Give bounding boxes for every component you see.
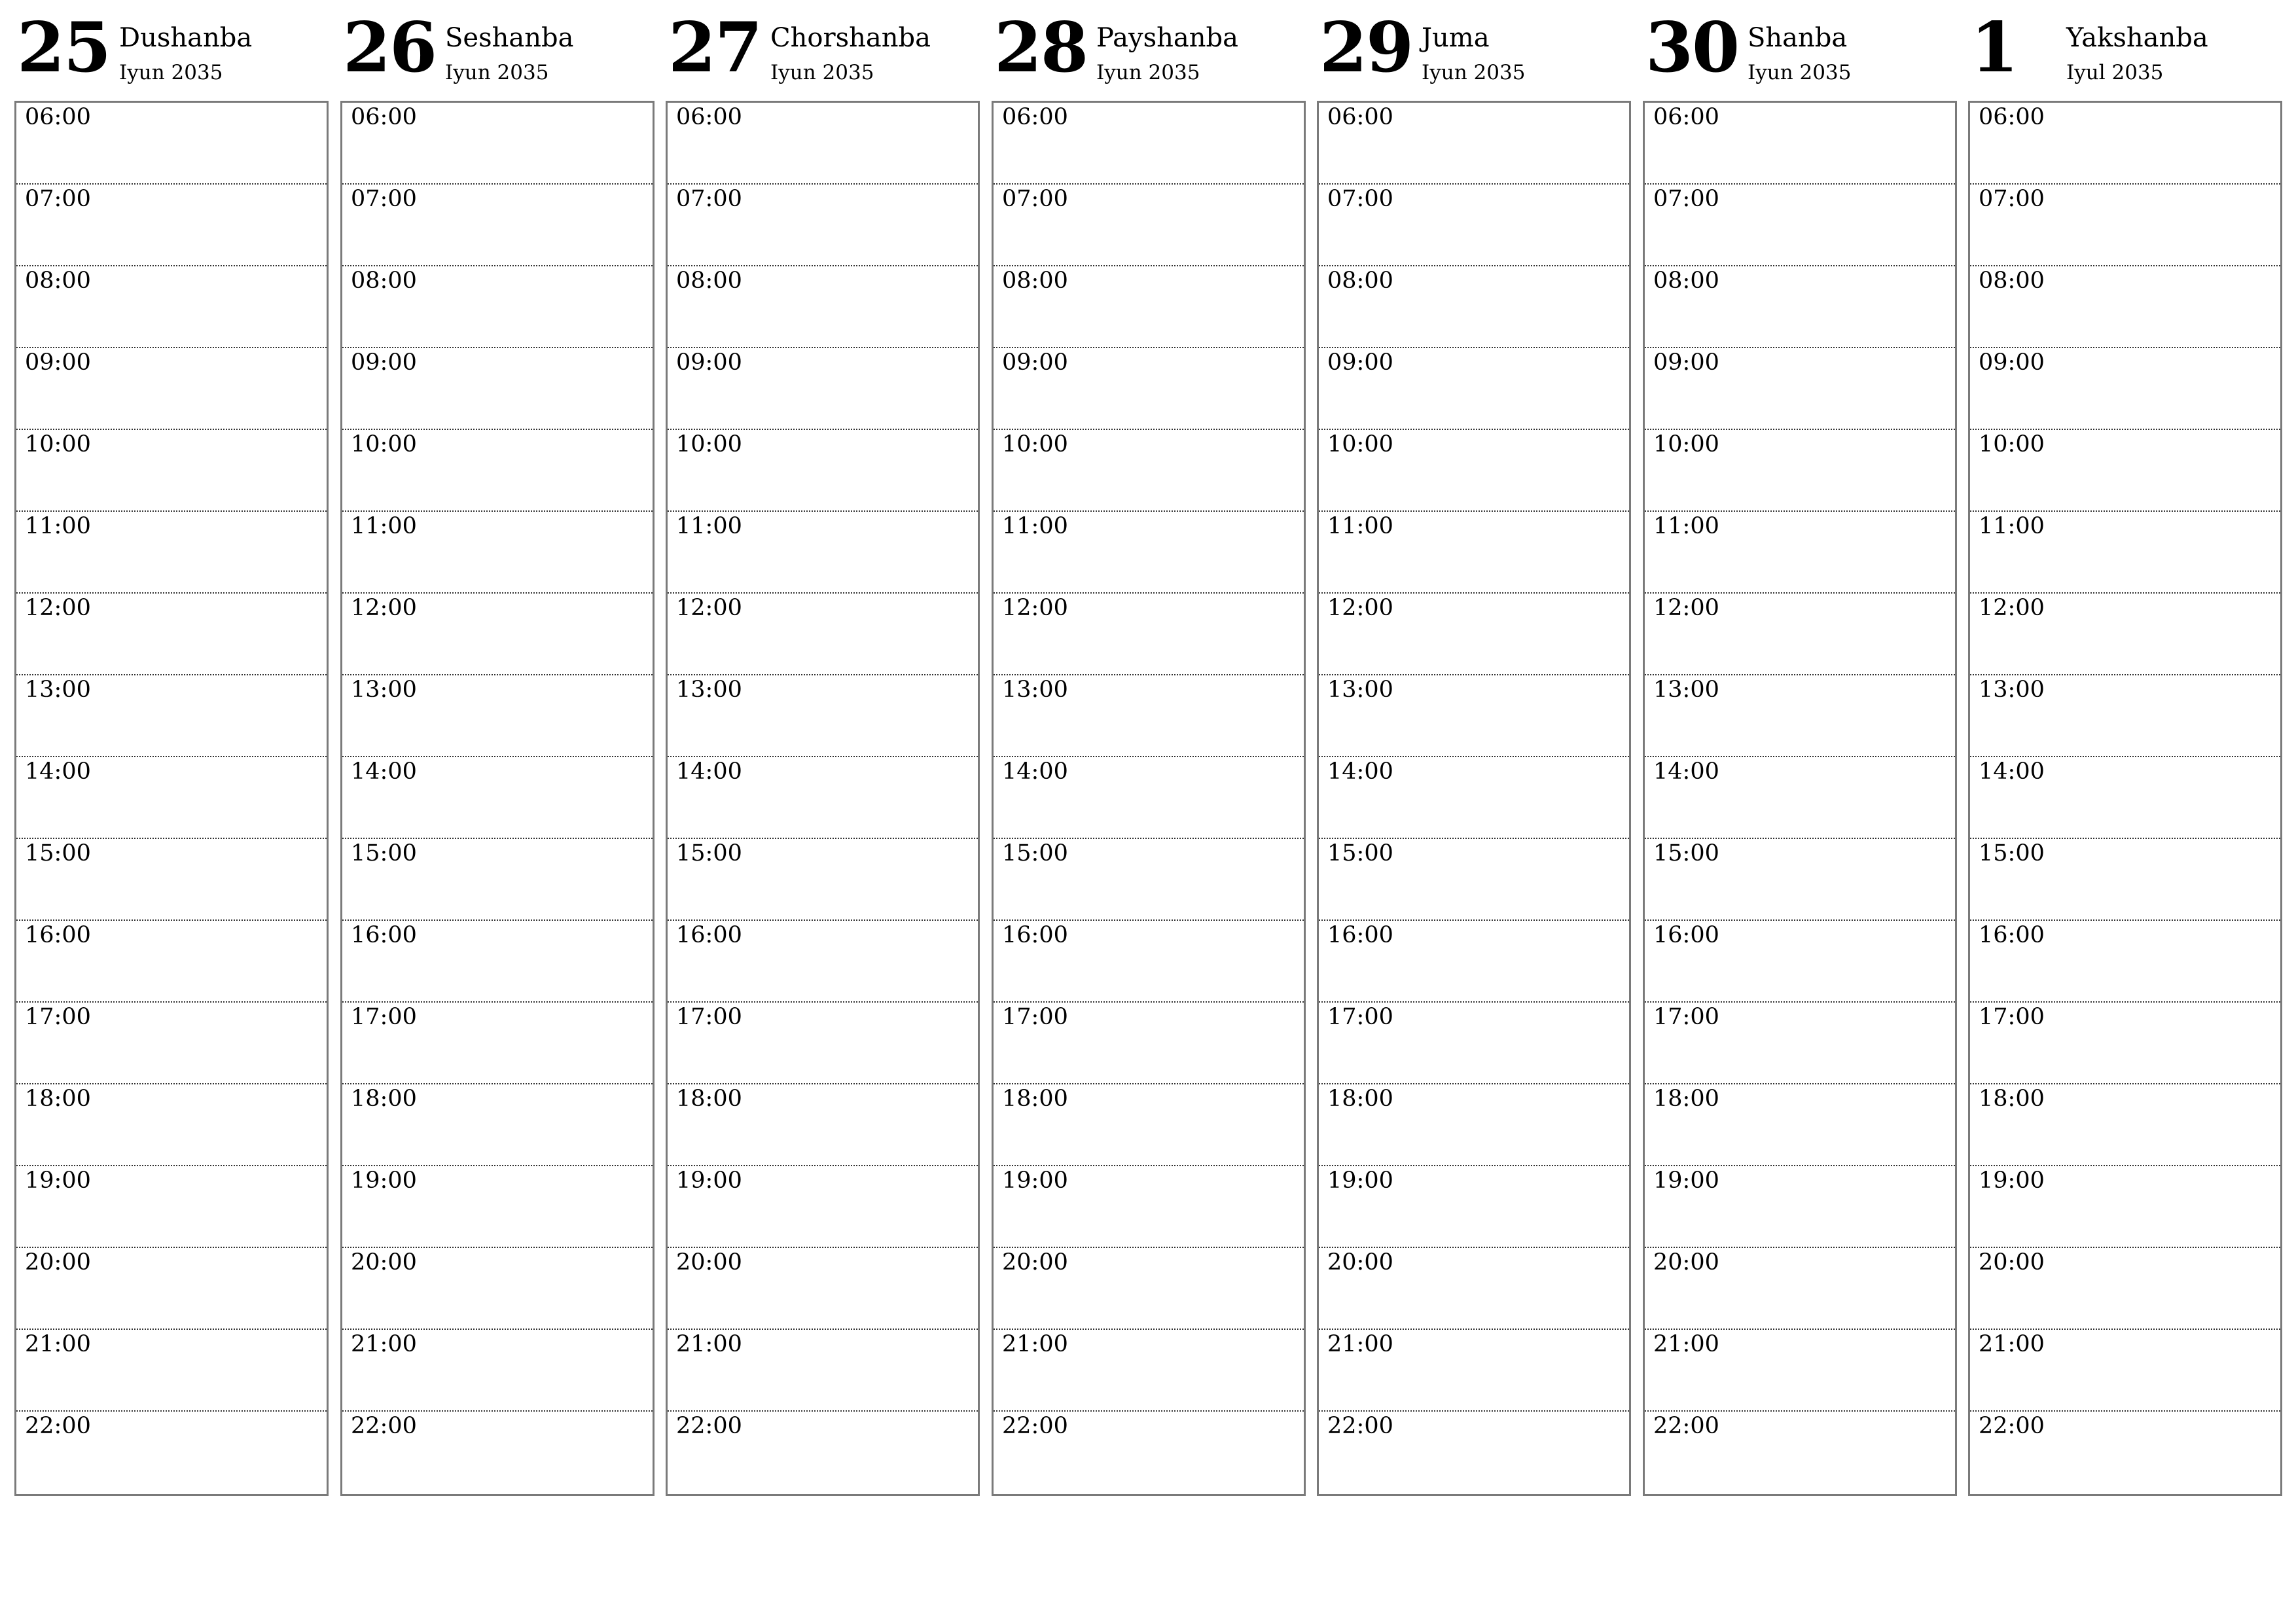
time-label: 07:00 [676, 186, 742, 212]
time-label: 11:00 [676, 513, 742, 539]
time-label: 12:00 [351, 595, 417, 621]
time-label: 16:00 [1653, 922, 1719, 948]
time-label: 15:00 [25, 840, 91, 866]
time-label: 08:00 [1327, 268, 1393, 294]
time-slot[interactable] [994, 757, 1304, 839]
time-slot[interactable] [668, 185, 978, 266]
weekday-name: Chorshanba [770, 23, 931, 53]
time-slot[interactable] [342, 430, 653, 512]
time-slot[interactable] [16, 1084, 327, 1166]
time-label: 10:00 [1002, 431, 1068, 457]
time-label: 10:00 [1327, 431, 1393, 457]
time-slot[interactable] [342, 1166, 653, 1248]
time-slot[interactable] [1970, 430, 2280, 512]
time-slot[interactable] [668, 1412, 978, 1494]
month-year-label: Iyun 2035 [1096, 61, 1200, 84]
time-label: 13:00 [351, 677, 417, 703]
time-slot[interactable] [1970, 1166, 2280, 1248]
time-slot[interactable] [1319, 1248, 1629, 1330]
time-label: 20:00 [351, 1249, 417, 1275]
time-slot[interactable] [1970, 348, 2280, 430]
time-label: 16:00 [1979, 922, 2045, 948]
time-slot[interactable] [1645, 1003, 1955, 1084]
time-label: 12:00 [25, 595, 91, 621]
time-slot[interactable] [342, 594, 653, 675]
time-slot[interactable] [16, 1166, 327, 1248]
time-slot[interactable] [1970, 839, 2280, 921]
time-slot[interactable] [1319, 757, 1629, 839]
time-slot[interactable] [1645, 1248, 1955, 1330]
day-number: 29 [1319, 7, 1413, 88]
time-label: 07:00 [351, 186, 417, 212]
time-label: 21:00 [1979, 1331, 2045, 1357]
time-slot[interactable] [994, 348, 1304, 430]
time-slot[interactable] [1645, 594, 1955, 675]
time-label: 22:00 [1979, 1413, 2045, 1439]
time-slot[interactable] [994, 185, 1304, 266]
time-slot[interactable] [342, 839, 653, 921]
time-slot[interactable] [342, 1330, 653, 1412]
time-label: 09:00 [351, 349, 417, 376]
time-slot[interactable] [1645, 512, 1955, 594]
time-slot[interactable] [342, 675, 653, 757]
time-slot[interactable] [16, 675, 327, 757]
time-label: 08:00 [1002, 268, 1068, 294]
time-slot[interactable] [1970, 103, 2280, 185]
time-label: 06:00 [1327, 104, 1393, 130]
time-slot[interactable] [1645, 1166, 1955, 1248]
time-label: 09:00 [1327, 349, 1393, 376]
time-label: 10:00 [676, 431, 742, 457]
time-slot[interactable] [16, 1330, 327, 1412]
time-label: 16:00 [25, 922, 91, 948]
time-label: 12:00 [1002, 595, 1068, 621]
time-label: 08:00 [25, 268, 91, 294]
time-slot[interactable] [1319, 512, 1629, 594]
time-label: 15:00 [1002, 840, 1068, 866]
time-label: 10:00 [1653, 431, 1719, 457]
time-slot[interactable] [1319, 1412, 1629, 1494]
time-slot[interactable] [1970, 594, 2280, 675]
time-slot[interactable] [994, 1412, 1304, 1494]
time-label: 18:00 [1327, 1086, 1393, 1112]
month-year-label: Iyun 2035 [1748, 61, 1852, 84]
time-label: 16:00 [351, 922, 417, 948]
time-slot[interactable] [1970, 921, 2280, 1003]
time-label: 09:00 [25, 349, 91, 376]
time-slot[interactable] [1319, 594, 1629, 675]
time-slot[interactable] [994, 1330, 1304, 1412]
month-year-label: Iyun 2035 [119, 61, 223, 84]
time-slot[interactable] [668, 839, 978, 921]
time-label: 13:00 [1653, 677, 1719, 703]
time-slot[interactable] [16, 348, 327, 430]
time-slot[interactable] [668, 348, 978, 430]
time-slot[interactable] [994, 512, 1304, 594]
time-slot[interactable] [342, 512, 653, 594]
time-slot[interactable] [994, 1003, 1304, 1084]
time-label: 20:00 [1327, 1249, 1393, 1275]
time-slot[interactable] [16, 266, 327, 348]
time-slot[interactable] [994, 594, 1304, 675]
time-label: 22:00 [25, 1413, 91, 1439]
month-year-label: Iyun 2035 [770, 61, 874, 84]
time-slot[interactable] [1645, 266, 1955, 348]
day-number: 25 [17, 7, 111, 88]
time-slot[interactable] [668, 1003, 978, 1084]
time-slot[interactable] [994, 430, 1304, 512]
time-slot[interactable] [1319, 839, 1629, 921]
time-label: 06:00 [351, 104, 417, 130]
time-label: 13:00 [1979, 677, 2045, 703]
time-label: 16:00 [676, 922, 742, 948]
time-label: 20:00 [1002, 1249, 1068, 1275]
time-label: 16:00 [1002, 922, 1068, 948]
time-slot[interactable] [668, 512, 978, 594]
time-label: 14:00 [676, 758, 742, 785]
day-header [1643, 0, 1957, 98]
time-label: 12:00 [1653, 595, 1719, 621]
time-slot[interactable] [1319, 1084, 1629, 1166]
time-label: 11:00 [1979, 513, 2045, 539]
time-label: 14:00 [25, 758, 91, 785]
time-label: 14:00 [1327, 758, 1393, 785]
time-slot[interactable] [342, 185, 653, 266]
time-slot[interactable] [668, 1248, 978, 1330]
time-slot[interactable] [16, 430, 327, 512]
time-slot[interactable] [994, 921, 1304, 1003]
time-slot[interactable] [1319, 185, 1629, 266]
time-slot[interactable] [16, 839, 327, 921]
time-label: 18:00 [676, 1086, 742, 1112]
time-slot[interactable] [342, 1084, 653, 1166]
time-slot[interactable] [1319, 348, 1629, 430]
time-slot[interactable] [1319, 430, 1629, 512]
time-label: 19:00 [1653, 1168, 1719, 1194]
day-header [1317, 0, 1631, 98]
time-slot[interactable] [668, 675, 978, 757]
time-slot[interactable] [994, 839, 1304, 921]
time-label: 14:00 [1979, 758, 2045, 785]
hourly-schedule-box [992, 101, 1306, 1496]
hourly-schedule-box [666, 101, 980, 1496]
time-label: 10:00 [25, 431, 91, 457]
time-label: 19:00 [351, 1168, 417, 1194]
time-slot[interactable] [1645, 103, 1955, 185]
time-slot[interactable] [16, 185, 327, 266]
time-label: 07:00 [1327, 186, 1393, 212]
time-label: 12:00 [676, 595, 742, 621]
time-slot[interactable] [1970, 1003, 2280, 1084]
time-slot[interactable] [1319, 1166, 1629, 1248]
time-slot[interactable] [1319, 266, 1629, 348]
time-label: 13:00 [1002, 677, 1068, 703]
time-label: 17:00 [351, 1004, 417, 1030]
time-label: 21:00 [1002, 1331, 1068, 1357]
time-label: 07:00 [1653, 186, 1719, 212]
time-label: 19:00 [1002, 1168, 1068, 1194]
time-slot[interactable] [1645, 839, 1955, 921]
time-slot[interactable] [342, 921, 653, 1003]
time-slot[interactable] [1970, 512, 2280, 594]
time-slot[interactable] [668, 103, 978, 185]
time-slot[interactable] [994, 1248, 1304, 1330]
time-label: 09:00 [1002, 349, 1068, 376]
time-slot[interactable] [1319, 675, 1629, 757]
time-label: 11:00 [1327, 513, 1393, 539]
time-label: 07:00 [1979, 186, 2045, 212]
time-slot[interactable] [1645, 1330, 1955, 1412]
time-label: 21:00 [25, 1331, 91, 1357]
time-label: 19:00 [1979, 1168, 2045, 1194]
month-year-label: Iyun 2035 [1422, 61, 1526, 84]
time-label: 22:00 [1653, 1413, 1719, 1439]
time-slot[interactable] [668, 430, 978, 512]
time-label: 15:00 [1653, 840, 1719, 866]
time-slot[interactable] [342, 1003, 653, 1084]
time-slot[interactable] [668, 757, 978, 839]
time-slot[interactable] [668, 266, 978, 348]
time-slot[interactable] [1970, 675, 2280, 757]
hourly-schedule-box [1968, 101, 2282, 1496]
hourly-schedule-box [1643, 101, 1957, 1496]
weekday-name: Yakshanba [2066, 23, 2208, 53]
time-label: 17:00 [1002, 1004, 1068, 1030]
time-label: 22:00 [676, 1413, 742, 1439]
time-label: 13:00 [676, 677, 742, 703]
weekday-name: Payshanba [1096, 23, 1238, 53]
time-label: 06:00 [25, 104, 91, 130]
time-slot[interactable] [342, 1412, 653, 1494]
time-label: 18:00 [1979, 1086, 2045, 1112]
day-number: 1 [1971, 7, 2018, 88]
time-label: 13:00 [1327, 677, 1393, 703]
time-label: 13:00 [25, 677, 91, 703]
weekday-name: Dushanba [119, 23, 253, 53]
day-number: 28 [994, 7, 1088, 88]
weekday-name: Seshanba [445, 23, 574, 53]
day-number: 27 [668, 7, 762, 88]
time-label: 15:00 [1979, 840, 2045, 866]
time-label: 08:00 [1653, 268, 1719, 294]
time-label: 17:00 [1653, 1004, 1719, 1030]
time-label: 18:00 [1002, 1086, 1068, 1112]
time-slot[interactable] [994, 1166, 1304, 1248]
weekday-name: Shanba [1748, 23, 1848, 53]
time-slot[interactable] [342, 757, 653, 839]
time-slot[interactable] [1319, 921, 1629, 1003]
time-label: 14:00 [1002, 758, 1068, 785]
time-label: 12:00 [1979, 595, 2045, 621]
time-slot[interactable] [1319, 1330, 1629, 1412]
time-slot[interactable] [994, 675, 1304, 757]
time-label: 17:00 [25, 1004, 91, 1030]
time-label: 20:00 [1979, 1249, 2045, 1275]
time-slot[interactable] [668, 594, 978, 675]
time-slot[interactable] [1970, 185, 2280, 266]
time-slot[interactable] [1645, 757, 1955, 839]
time-slot[interactable] [1970, 266, 2280, 348]
month-year-label: Iyul 2035 [2066, 61, 2164, 84]
hourly-schedule-box [1317, 101, 1631, 1496]
time-label: 08:00 [351, 268, 417, 294]
time-slot[interactable] [1970, 1248, 2280, 1330]
time-label: 06:00 [1979, 104, 2045, 130]
time-slot[interactable] [342, 1248, 653, 1330]
time-label: 07:00 [25, 186, 91, 212]
time-slot[interactable] [1970, 757, 2280, 839]
time-label: 21:00 [676, 1331, 742, 1357]
time-slot[interactable] [1970, 1084, 2280, 1166]
time-slot[interactable] [994, 1084, 1304, 1166]
time-label: 21:00 [1653, 1331, 1719, 1357]
time-slot[interactable] [994, 103, 1304, 185]
time-label: 19:00 [676, 1168, 742, 1194]
time-label: 20:00 [1653, 1249, 1719, 1275]
hourly-schedule-box [340, 101, 655, 1496]
time-slot[interactable] [16, 103, 327, 185]
time-label: 20:00 [676, 1249, 742, 1275]
hourly-schedule-box [14, 101, 329, 1496]
day-header [666, 0, 980, 98]
time-label: 20:00 [25, 1249, 91, 1275]
day-number: 26 [343, 7, 437, 88]
time-label: 19:00 [25, 1168, 91, 1194]
time-slot[interactable] [342, 348, 653, 430]
time-label: 10:00 [1979, 431, 2045, 457]
time-label: 08:00 [1979, 268, 2045, 294]
time-label: 18:00 [1653, 1086, 1719, 1112]
time-label: 14:00 [1653, 758, 1719, 785]
time-label: 21:00 [1327, 1331, 1393, 1357]
time-slot[interactable] [16, 921, 327, 1003]
time-slot[interactable] [16, 1003, 327, 1084]
time-slot[interactable] [668, 1084, 978, 1166]
time-label: 11:00 [25, 513, 91, 539]
time-label: 22:00 [351, 1413, 417, 1439]
time-label: 09:00 [1653, 349, 1719, 376]
time-label: 08:00 [676, 268, 742, 294]
time-slot[interactable] [1645, 348, 1955, 430]
time-label: 11:00 [351, 513, 417, 539]
time-label: 14:00 [351, 758, 417, 785]
time-slot[interactable] [1645, 1084, 1955, 1166]
time-label: 15:00 [1327, 840, 1393, 866]
time-label: 15:00 [676, 840, 742, 866]
time-label: 21:00 [351, 1331, 417, 1357]
time-slot[interactable] [994, 266, 1304, 348]
time-label: 07:00 [1002, 186, 1068, 212]
time-slot[interactable] [1645, 1412, 1955, 1494]
day-number: 30 [1645, 7, 1739, 88]
time-label: 17:00 [1327, 1004, 1393, 1030]
time-label: 06:00 [1002, 104, 1068, 130]
time-slot[interactable] [1645, 430, 1955, 512]
time-label: 18:00 [351, 1086, 417, 1112]
time-slot[interactable] [1645, 185, 1955, 266]
time-slot[interactable] [1319, 103, 1629, 185]
time-label: 06:00 [676, 104, 742, 130]
time-label: 09:00 [1979, 349, 2045, 376]
time-label: 22:00 [1327, 1413, 1393, 1439]
time-label: 17:00 [1979, 1004, 2045, 1030]
day-header [340, 0, 655, 98]
time-label: 12:00 [1327, 595, 1393, 621]
time-label: 22:00 [1002, 1413, 1068, 1439]
month-year-label: Iyun 2035 [445, 61, 549, 84]
time-slot[interactable] [1970, 1330, 2280, 1412]
time-slot[interactable] [1970, 1412, 2280, 1494]
time-slot[interactable] [668, 921, 978, 1003]
time-label: 09:00 [676, 349, 742, 376]
time-slot[interactable] [1645, 921, 1955, 1003]
time-slot[interactable] [668, 1166, 978, 1248]
time-label: 10:00 [351, 431, 417, 457]
time-label: 18:00 [25, 1086, 91, 1112]
time-label: 15:00 [351, 840, 417, 866]
time-label: 19:00 [1327, 1168, 1393, 1194]
time-label: 11:00 [1002, 513, 1068, 539]
time-slot[interactable] [342, 266, 653, 348]
day-header [14, 0, 329, 98]
time-slot[interactable] [16, 1248, 327, 1330]
time-slot[interactable] [16, 594, 327, 675]
time-label: 16:00 [1327, 922, 1393, 948]
time-label: 17:00 [676, 1004, 742, 1030]
time-slot[interactable] [16, 512, 327, 594]
time-slot[interactable] [16, 1412, 327, 1494]
weekday-name: Juma [1422, 23, 1490, 53]
time-label: 06:00 [1653, 104, 1719, 130]
time-slot[interactable] [342, 103, 653, 185]
time-slot[interactable] [668, 1330, 978, 1412]
time-label: 11:00 [1653, 513, 1719, 539]
day-header [1968, 0, 2282, 98]
time-slot[interactable] [1645, 675, 1955, 757]
day-header [992, 0, 1306, 98]
time-slot[interactable] [1319, 1003, 1629, 1084]
time-slot[interactable] [16, 757, 327, 839]
